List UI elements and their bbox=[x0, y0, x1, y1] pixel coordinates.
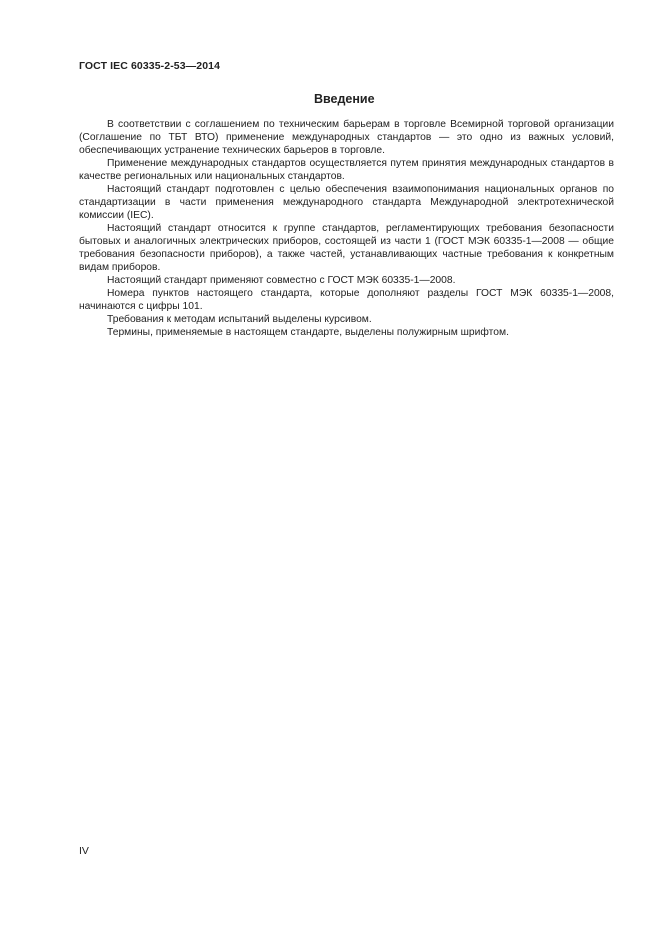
paragraph-international-standards: Применение международных стандартов осуществляется путем принятия международных стандартов в качестве региональных или национальных стандартов. bbox=[79, 158, 614, 182]
paragraph-test-methods-italic: Требования к методам испытаний выделены курсивом. bbox=[107, 314, 372, 325]
paragraph-wto-agreement: В соответствии с соглашением по техническим барьерам в торговле Всемирной торговой организации (Соглашение по ТБТ ВТО) применение международных стандартов — это одно из важных условий, обеспечивающих устранение технических барьеров в торговле. bbox=[79, 119, 614, 156]
introduction-body bbox=[79, 118, 614, 339]
paragraph-terms-bold: Термины, применяемые в настоящем стандарте, выделены полужирным шрифтом. bbox=[107, 327, 509, 338]
paragraph-standards-group: Настоящий стандарт относится к группе стандартов, регламентирующих требования безопасности бытовых и аналогичных электрических приборов, состоящей из части 1 (ГОСТ МЭК 60335-1—2008 — общие требования безопасности приборов), а также частей, устанавливающих частные требования к конкретным видам приборов. bbox=[79, 223, 614, 273]
paragraph-used-together: Настоящий стандарт применяют совместно с ГОСТ МЭК 60335-1—2008. bbox=[107, 275, 456, 286]
paragraph-clause-numbering: Номера пунктов настоящего стандарта, которые дополняют разделы ГОСТ МЭК 60335-1—2008, начинаются с цифры 101. bbox=[79, 288, 614, 312]
section-title: Введение bbox=[314, 92, 375, 106]
paragraph-purpose: Настоящий стандарт подготовлен с целью обеспечения взаимопонимания национальных органов по стандартизации в части применения международного стандарта Международной электротехнической комиссии (IEC). bbox=[79, 184, 614, 221]
document-code-header: ГОСТ IEC 60335-2-53—2014 bbox=[79, 60, 221, 72]
page-number: IV bbox=[79, 845, 89, 857]
